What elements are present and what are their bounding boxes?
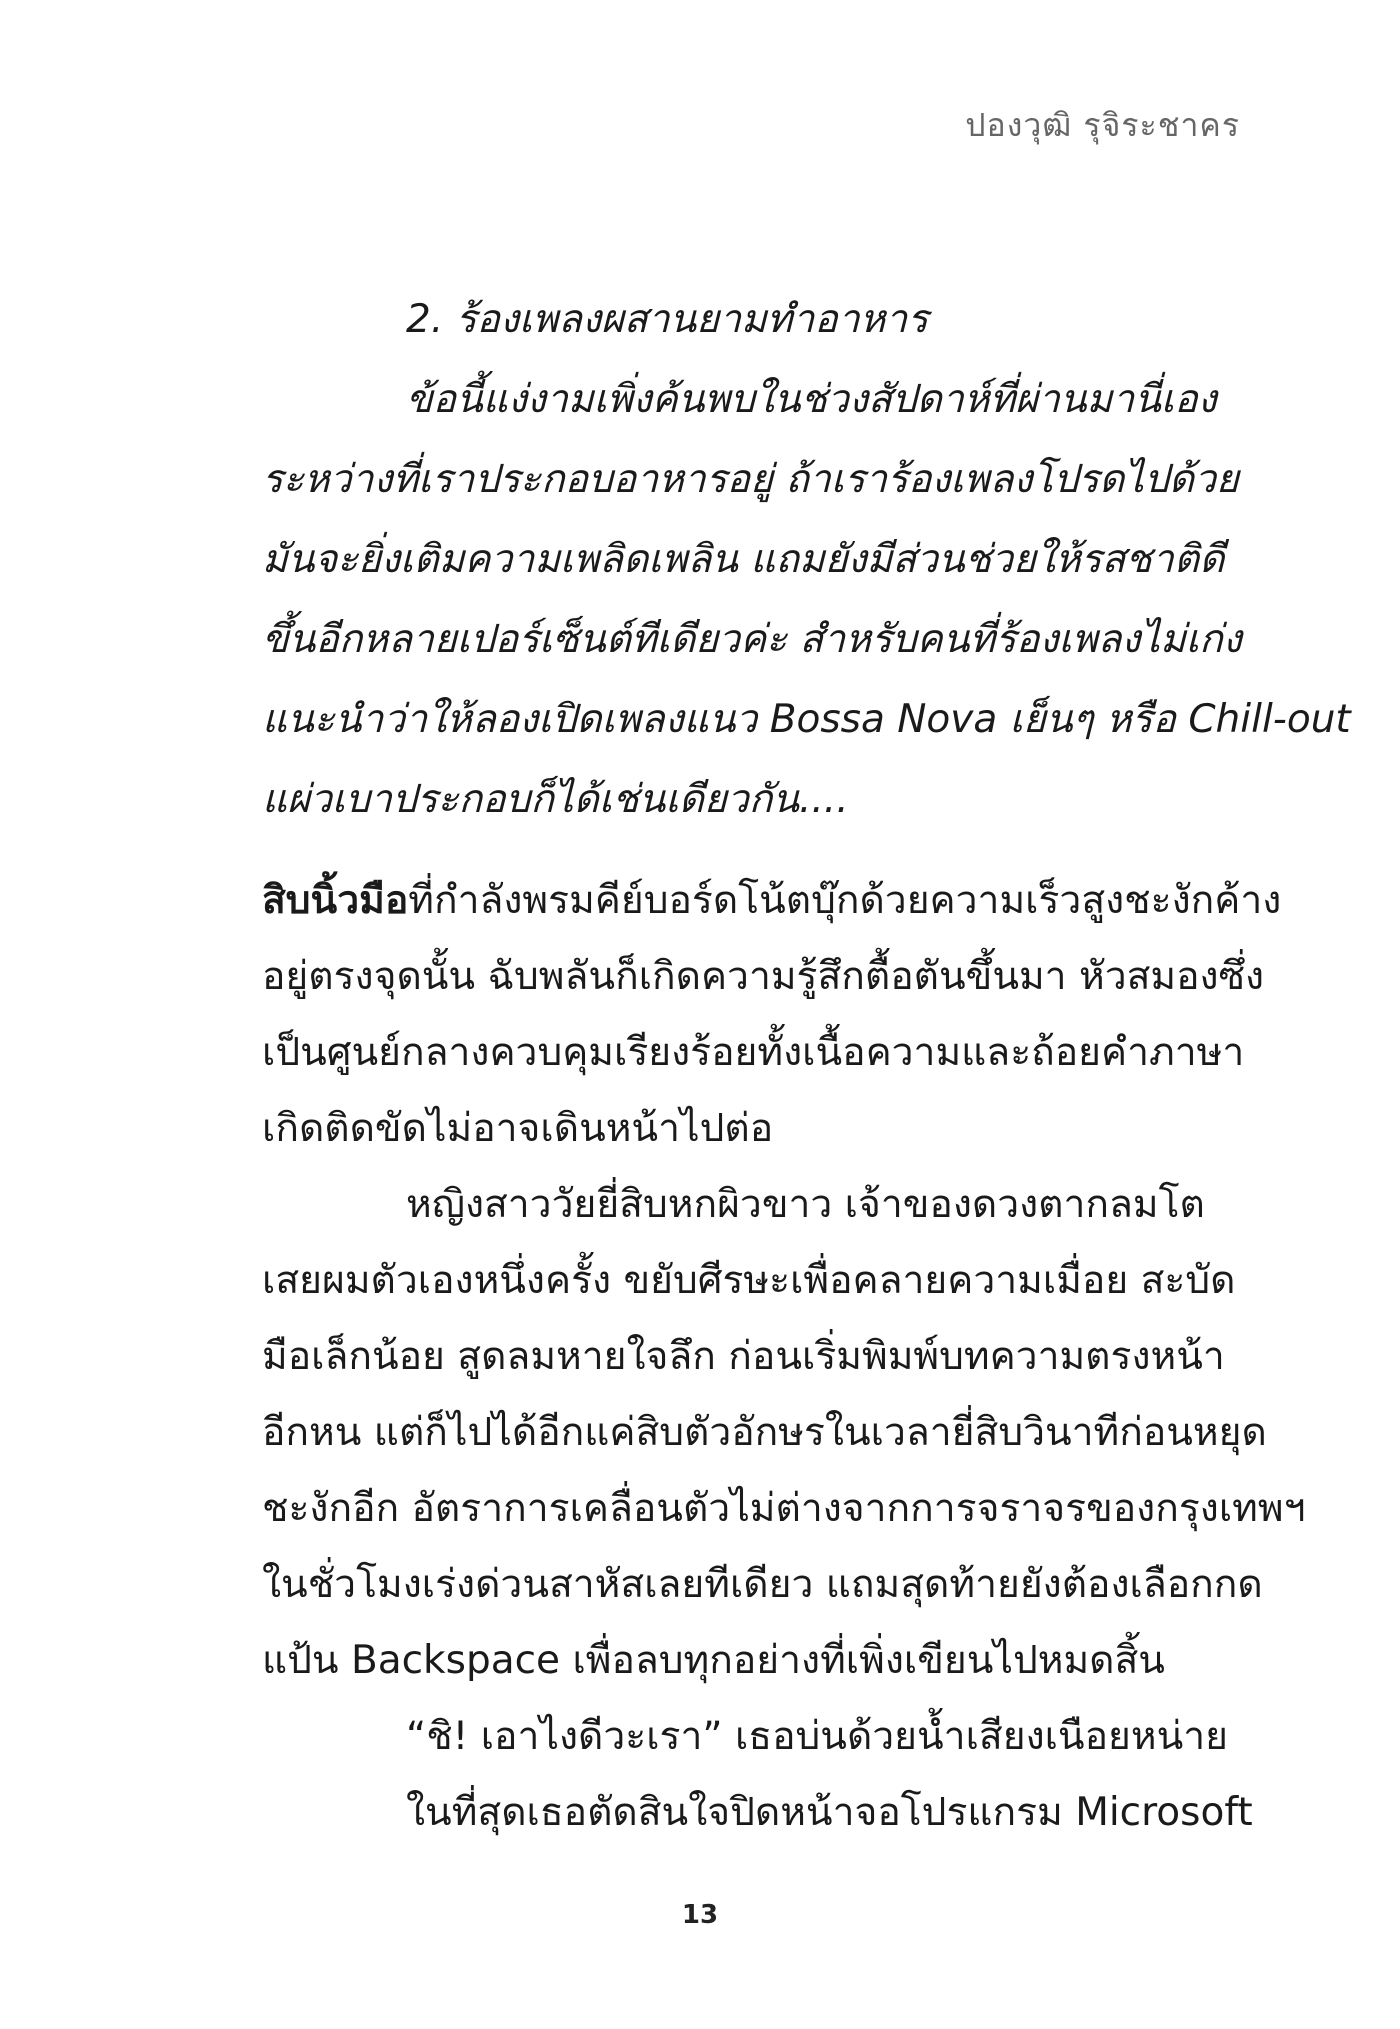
running-header-author: ปองวุฒิ รุจิระชาคร — [965, 106, 1240, 144]
quote-line: แผ่วเบาประกอบก็ได้เช่นเดียวกัน.... — [262, 777, 849, 822]
quote-line: มันจะยิ่งเติมความเพลิดเพลิน แถมยังมีส่วนช่วยให้รสชาติดี — [262, 537, 1225, 582]
lead-line-rest: ที่กำลังพรมคีย์บอร์ดโน้ตบุ๊กด้วยความเร็วสูงชะงักค้าง — [408, 878, 1282, 923]
quote-line: ขึ้นอีกหลายเปอร์เซ็นต์ทีเดียวค่ะ สำหรับคนที่ร้องเพลงไม่เก่ง — [262, 617, 1242, 662]
body-line: มือเล็กน้อย สูดลมหายใจลึก ก่อนเริ่มพิมพ์บทความตรงหน้า — [262, 1334, 1225, 1379]
body-line: ชะงักอีก อัตราการเคลื่อนตัวไม่ต่างจากการจราจรของกรุงเทพฯ — [262, 1486, 1306, 1531]
body-line: ในที่สุดเธอตัดสินใจปิดหน้าจอโปรแกรม Microsoft — [406, 1790, 1253, 1835]
body-line: ในชั่วโมงเร่งด่วนสาหัสเลยทีเดียว แถมสุดท้ายยังต้องเลือกกด — [262, 1562, 1263, 1607]
italic-quote-block — [262, 280, 1351, 840]
quote-line: ระหว่างที่เราประกอบอาหารอยู่ ถ้าเราร้องเพลงโปรดไปด้วย — [262, 457, 1239, 502]
page-number: 13 — [681, 1900, 719, 1930]
body-line-lead — [262, 863, 1282, 939]
bold-lead-word: สิบนิ้วมือ — [262, 878, 409, 923]
body-text-block — [262, 863, 1306, 1851]
body-line: “ชิ! เอาไงดีวะเรา” เธอบ่นด้วยน้ำเสียงเนือยหน่าย — [406, 1714, 1228, 1759]
body-line: แป้น Backspace เพื่อลบทุกอย่างที่เพิ่งเขียนไปหมดสิ้น — [262, 1638, 1165, 1683]
quote-line: 2. ร้องเพลงผสานยามทำอาหาร — [406, 297, 929, 342]
body-line: เสยผมตัวเองหนึ่งครั้ง ขยับศีรษะเพื่อคลายความเมื่อย สะบัด — [262, 1258, 1236, 1303]
body-line: อีกหน แต่ก็ไปได้อีกแค่สิบตัวอักษรในเวลายี่สิบวินาทีก่อนหยุด — [262, 1410, 1267, 1455]
quote-line: ข้อนี้แง่งามเพิ่งค้นพบในช่วงสัปดาห์ที่ผ่านมานี่เอง — [406, 377, 1217, 422]
body-line: อยู่ตรงจุดนั้น ฉับพลันก็เกิดความรู้สึกตื้อตันขึ้นมา หัวสมองซึ่ง — [262, 954, 1265, 999]
quote-line: แนะนำว่าให้ลองเปิดเพลงแนว Bossa Nova เย็นๆ หรือ Chill-out — [262, 697, 1351, 742]
body-line: หญิงสาววัยยี่สิบหกผิวขาว เจ้าของดวงตากลมโต — [406, 1182, 1205, 1227]
body-line: เกิดติดขัดไม่อาจเดินหน้าไปต่อ — [262, 1106, 774, 1151]
body-line: เป็นศูนย์กลางควบคุมเรียงร้อยทั้งเนื้อความและถ้อยคำภาษา — [262, 1030, 1245, 1075]
